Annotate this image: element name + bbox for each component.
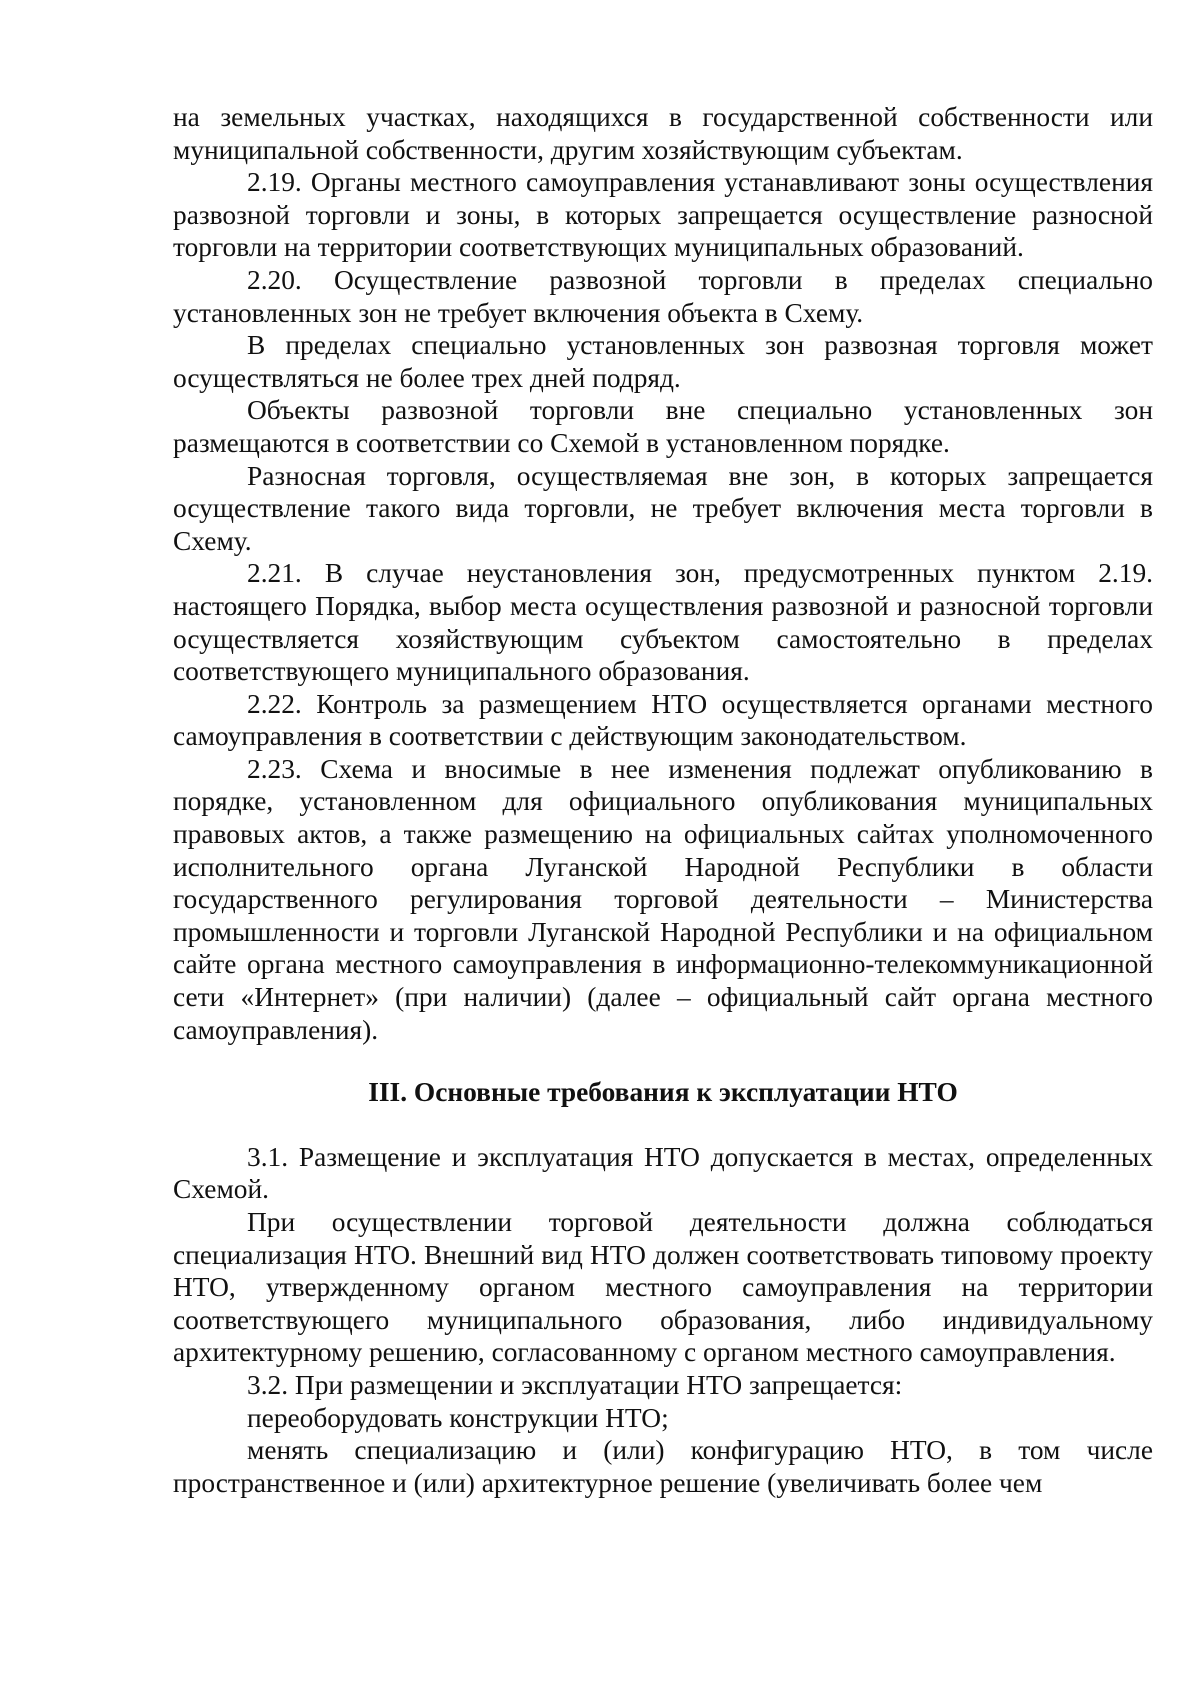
paragraph-2-19: 2.19. Органы местного самоуправления устанавливают зоны осуществления развозной торговли и зоны, в которых запрещается осуществление разносной торговли на территории соответствующих муниципальных образований. bbox=[173, 167, 1153, 263]
paragraph-2-20: 2.20. Осуществление развозной торговли в пределах специально установленных зон не требует включения объекта в Схему. bbox=[173, 264, 1153, 328]
paragraph-3-1: 3.1. Размещение и эксплуатация НТО допускается в местах, определенных Схемой. bbox=[173, 1141, 1153, 1205]
paragraph-3-2: 3.2. При размещении и эксплуатации НТО запрещается: bbox=[247, 1369, 903, 1400]
paragraph-mobile-trade-limit: В пределах специально установленных зон развозная торговля может осуществляться не более трех дней подряд. bbox=[173, 330, 1153, 393]
paragraph-2-23: 2.23. Схема и вносимые в нее изменения подлежат опубликованию в порядке, установленном для официального опубликования муниципальных правовых актов, а также размещению на официальных сайтах уполномоченного исполнительного органа Луганской Народной Республики в области государственного регулирования торговой деятельности – Министерства промышленности и торговли Луганской Народной Республики и на официальном сайте органа местного самоуправления в информационно-телекоммуникационной сети «Интернет» (при наличии) (далее – официальный сайт органа местного самоуправления). bbox=[173, 753, 1153, 1045]
paragraph-peddling-trade: Разносная торговля, осуществляемая вне зон, в которых запрещается осуществление такого вида торговли, не требует включения места торговли в Схему. bbox=[173, 460, 1153, 556]
paragraph-2-22: 2.22. Контроль за размещением НТО осуществляется органами местного самоуправления в соответствии с действующим законодательством. bbox=[173, 688, 1153, 752]
paragraph-prohibition-reequip: переоборудовать конструкции НТО; bbox=[247, 1402, 669, 1433]
paragraph-mobile-trade-outside-zones: Объекты развозной торговли вне специально установленных зон размещаются в соответствии со Схемой в установленном порядке. bbox=[173, 395, 1153, 458]
paragraph-specialization: При осуществлении торговой деятельности должна соблюдаться специализация НТО. Внешний вид НТО должен соответствовать типовому проекту НТО, утвержденному органом местного самоуправления на территории соответствующего муниципального образования, либо индивидуальному архитектурному решению, согласованному с органом местного самоуправления. bbox=[173, 1207, 1153, 1368]
paragraph-continuation: на земельных участках, находящихся в государственной собственности или муниципальной собственности, другим хозяйствующим субъектам. bbox=[173, 102, 1153, 165]
section-heading: III. Основные требования к эксплуатации НТО bbox=[368, 1077, 958, 1108]
paragraph-prohibition-change: менять специализацию и (или) конфигурацию НТО, в том числе пространственное и (или) архитектурное решение (увеличивать более чем bbox=[173, 1435, 1153, 1498]
document-page bbox=[173, 101, 1153, 1499]
paragraph-2-21: 2.21. В случае неустановления зон, предусмотренных пунктом 2.19. настоящего Порядка, выбор места осуществления развозной и разносной торговли осуществляется хозяйствующим субъектом самостоятельно в пределах соответствующего муниципального образования. bbox=[173, 558, 1153, 687]
